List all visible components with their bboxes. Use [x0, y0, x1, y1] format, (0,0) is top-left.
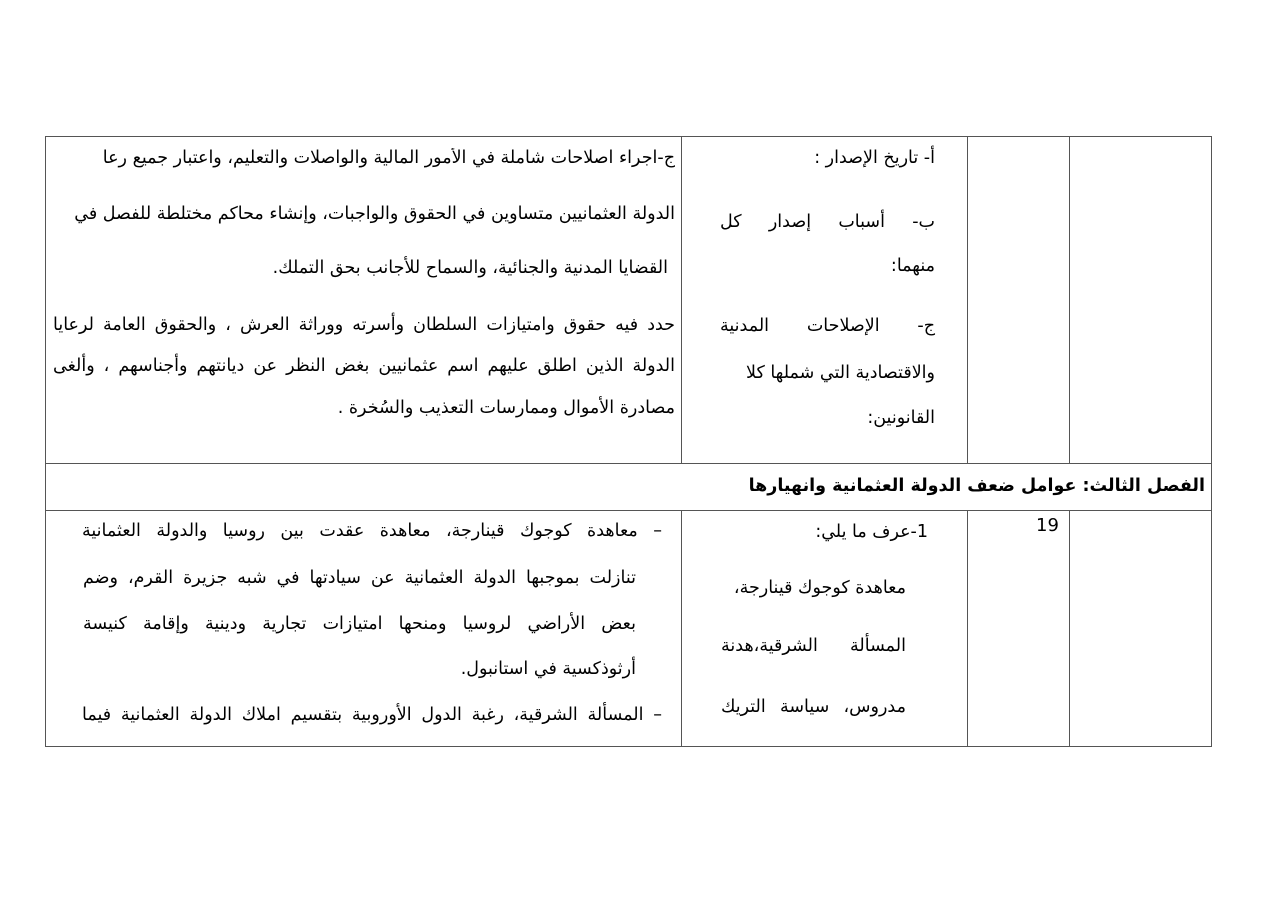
question-line: مدروس، سياسة التريك	[721, 697, 906, 717]
answer-line: – المسألة الشرقية، رغبة الدول الأوروبية بتقسيم املاك الدولة العثمانية فيما	[82, 705, 662, 725]
question-line: ج- الإصلاحات المدنية	[720, 316, 935, 336]
row2-number-cell	[967, 510, 1070, 747]
answer-line: القضايا المدنية والجنائية، والسماح للأجانب بحق التملك.	[272, 258, 668, 278]
answer-line: مصادرة الأموال وممارسات التعذيب والسُخرة .	[337, 398, 675, 418]
answer-line: ج-اجراء اصلاحات شاملة في الأمور المالية والواصلات والتعليم، واعتبار جميع رعا	[102, 148, 675, 168]
question-line: والاقتصادية التي شملها كلا	[746, 363, 935, 383]
question-line: 1-عرف ما يلي:	[815, 522, 928, 542]
question-line: ب- أسباب إصدار كل	[720, 212, 935, 232]
answer-line: بعض الأراضي لروسيا ومنحها امتيازات تجارية ودينية وإقامة كنيسة	[83, 614, 636, 634]
answer-line: تنازلت بموجبها الدولة العثمانية عن سيادتها في شبه جزيرة القرم، وضم	[83, 568, 636, 588]
question-line: منهما:	[890, 256, 935, 276]
answer-line: حدد فيه حقوق وامتيازات السلطان وأسرته ووراثة العرش ، والحقوق العامة لرعايا	[53, 315, 675, 335]
answer-line: – معاهدة كوجوك قينارجة، معاهدة عقدت بين روسيا والدولة العثمانية	[82, 521, 662, 541]
question-line: المسألة الشرقية،هدنة	[721, 636, 906, 656]
section-title: الفصل الثالث: عوامل ضعف الدولة العثمانية وانهيارها	[748, 476, 1205, 496]
row1-number-cell	[967, 136, 1070, 464]
question-line: أ- تاريخ الإصدار :	[814, 148, 935, 168]
question-line: القانونين:	[867, 408, 935, 428]
question-line: معاهدة كوجوك قينارجة،	[733, 578, 906, 598]
row1-blank-cell	[1069, 136, 1212, 464]
answer-line: الدولة العثمانيين متساوين في الحقوق والواجبات، وإنشاء محاكم مختلطة للفصل في	[74, 204, 675, 224]
answer-line: الدولة الذين اطلق عليهم اسم عثمانيين بغض النظر عن ديانتهم وأجناسهم ، وألغى	[53, 356, 675, 376]
row-number: 19	[1036, 515, 1059, 536]
row2-blank-cell	[1069, 510, 1212, 747]
answer-line: أرثوذكسية في استانبول.	[460, 659, 636, 679]
